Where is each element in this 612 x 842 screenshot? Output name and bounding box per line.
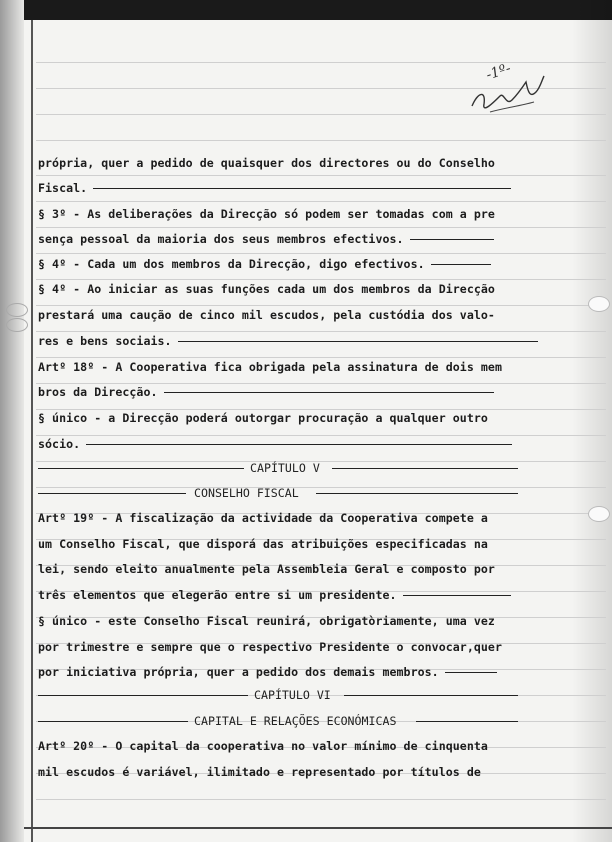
- text-line: bros da Direcção.: [38, 385, 494, 399]
- text-line: res e bens sociais.: [38, 334, 538, 348]
- margin-line: [31, 20, 33, 842]
- text-line: mil escudos é variável, ilimitado e representado por títulos de: [38, 765, 481, 779]
- text-line: § 4º - Cada um dos membros da Direcção, digo efectivos.: [38, 257, 491, 271]
- text-line: por iniciativa própria, quer a pedido dos demais membros.: [38, 665, 497, 679]
- text-line: § 3º - As deliberações da Direcção só podem ser tomadas com a pre: [38, 207, 495, 221]
- text-line: § 4º - Ao iniciar as suas funções cada um dos membros da Direcção: [38, 282, 495, 296]
- handwritten-initials: [464, 62, 554, 122]
- chapter-number: CAPÍTULO VI: [254, 688, 331, 702]
- binder-ring-mark: [6, 318, 28, 332]
- text-line: § único - este Conselho Fiscal reunirá, obrigatòriamente, uma vez: [38, 614, 495, 628]
- punch-hole: [588, 296, 610, 312]
- text-line: três elementos que elegerão entre si um presidente.: [38, 588, 511, 602]
- chapter-heading: [38, 461, 518, 475]
- text-line: prestará uma caução de cinco mil escudos, pela custódia dos valo-: [38, 308, 495, 322]
- text-line: Artº 20º - O capital da cooperativa no valor mínimo de cinquenta: [38, 739, 488, 753]
- text-line: por trimestre e sempre que o respectivo Presidente o convocar,quer: [38, 640, 502, 654]
- punch-hole: [588, 506, 610, 522]
- page-number-mark: -1º-: [484, 60, 513, 84]
- text-line: § único - a Direcção poderá outorgar procuração a qualquer outro: [38, 411, 488, 425]
- scan-left-border: [0, 0, 24, 842]
- text-line: Artº 19º - A fiscalização da actividade da Cooperativa compete a: [38, 511, 488, 525]
- text-line: um Conselho Fiscal, que disporá das atribuições especificadas na: [38, 537, 488, 551]
- text-line: lei, sendo eleito anualmente pela Assembleia Geral e composto por: [38, 562, 495, 576]
- chapter-title: CAPITAL E RELAÇÕES ECONÓMICAS: [38, 714, 518, 728]
- binder-ring-mark: [6, 303, 28, 317]
- text-line: sócio.: [38, 437, 512, 451]
- scan-top-border: [0, 0, 612, 20]
- text-line: própria, quer a pedido de quaisquer dos directores ou do Conselho: [38, 156, 495, 170]
- chapter-heading: [38, 688, 518, 702]
- chapter-number: CAPÍTULO V: [250, 461, 320, 475]
- signature-scribble: [464, 62, 554, 122]
- text-line: Fiscal.: [38, 181, 511, 195]
- chapter-title: CONSELHO FISCAL: [38, 486, 518, 500]
- text-line: Artº 18º - A Cooperativa fica obrigada pela assinatura de dois mem: [38, 360, 502, 374]
- text-line: sença pessoal da maioria dos seus membros efectivos.: [38, 232, 494, 246]
